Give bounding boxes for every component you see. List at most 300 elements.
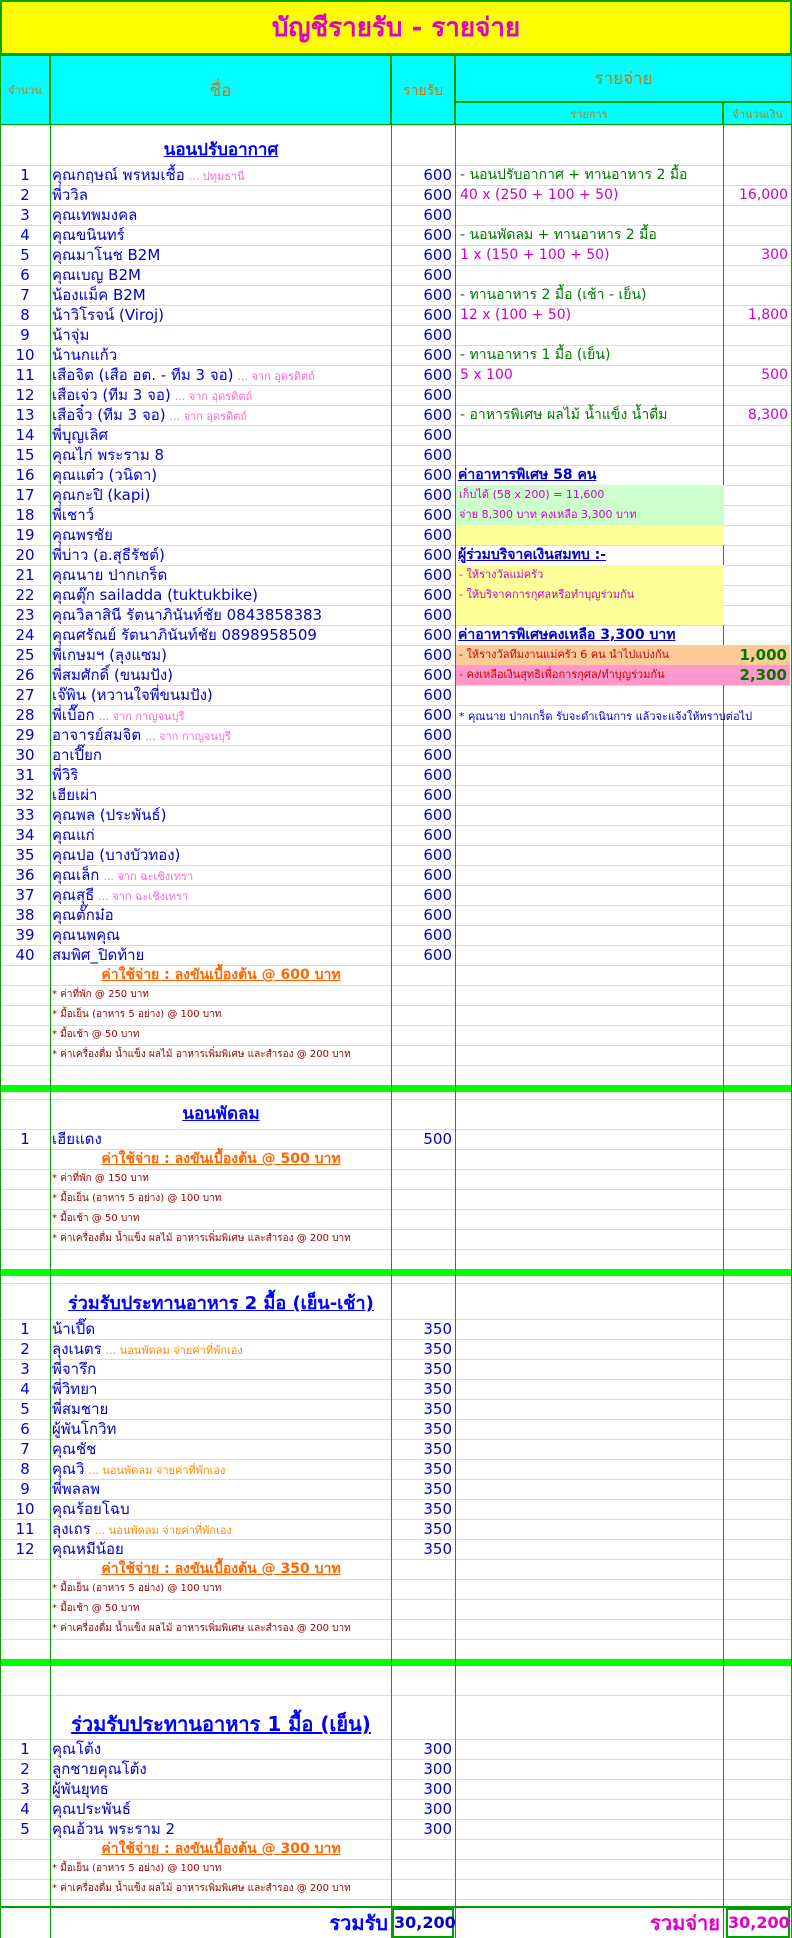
remark-note: * คุณนาย ปากเกร็ด รับจะดำเนินการ แล้วจะแจ้งให้ทราบต่อไป — [459, 710, 753, 723]
row-number: 6 — [20, 266, 30, 284]
row-number: 37 — [15, 886, 35, 904]
row-note: ... จาก อุดรดิตถ์ — [169, 410, 248, 423]
row-number: 11 — [15, 366, 35, 384]
row-number: 4 — [20, 226, 30, 244]
row-name-text: คุณเล็ก — [52, 866, 100, 884]
row-name — [52, 485, 150, 505]
row-name — [52, 1779, 109, 1799]
row-divider — [0, 1639, 792, 1640]
column-rule — [723, 125, 724, 1938]
row-number: 21 — [15, 566, 35, 584]
row-name — [52, 1479, 100, 1499]
row-note: ... จาก กาญจนบุรี — [98, 710, 185, 723]
expense-amount: 300 — [761, 247, 788, 263]
header-income: รายรับ — [391, 55, 455, 125]
row-income: 600 — [423, 226, 452, 244]
sec2-title: นอนพัดลม — [182, 1104, 260, 1124]
row-name-text: คุณพล (ประพันธ์) — [52, 806, 167, 824]
row-name-text: คุณปอ (บางบัวทอง) — [52, 846, 181, 864]
row-name — [52, 1129, 102, 1149]
row-income: 600 — [423, 366, 452, 384]
row-number: 10 — [15, 1500, 35, 1518]
cost-detail-line: * ค่าที่พัก @ 150 บาท — [52, 1173, 149, 1184]
row-income: 350 — [423, 1520, 452, 1538]
row-name — [52, 785, 97, 805]
remain-line2: - คงเหลือเงินสุทธิเพื่อการกุศล/ทำบุญร่วมกัน — [456, 665, 724, 685]
row-income: 500 — [423, 1130, 452, 1148]
row-number: 5 — [20, 246, 30, 264]
row-name-text: ลุงเนตร — [52, 1340, 102, 1358]
expense-amount: 16,000 — [739, 187, 788, 203]
sec1-title: นอนปรับอากาศ — [163, 140, 279, 160]
row-name — [52, 1379, 97, 1399]
row-name-text: ลูกชายคุณโต้ง — [52, 1760, 147, 1778]
sponsor-title: ผู้ร่วมบริจาคเงินสมทบ :- — [458, 547, 607, 563]
row-income: 300 — [423, 1780, 452, 1798]
row-name — [52, 725, 231, 747]
sponsor-line2: - ให้บริจาคการกุศลหรือทำบุญร่วมกัน — [456, 585, 724, 605]
row-income: 600 — [423, 726, 452, 744]
row-income: 600 — [423, 626, 452, 644]
row-income: 600 — [423, 806, 452, 824]
cost-detail-line: * ค่าเครื่องดื่ม น้ำแข็ง ผลไม้ อาหารเพิ่มพิเศษ และสำรอง @ 200 บาท — [52, 1623, 351, 1634]
row-income: 600 — [423, 546, 452, 564]
row-name — [52, 645, 167, 665]
sponsor-spacer — [456, 605, 724, 625]
total-expense-value: 30,200 — [726, 1908, 790, 1938]
row-number: 19 — [15, 526, 35, 544]
row-name — [52, 1499, 130, 1519]
row-income: 350 — [423, 1320, 452, 1338]
row-name-text: เสือเจ่ว (ทีม 3 จอ) — [52, 386, 171, 404]
row-name-text: คุณขนินทร์ — [52, 226, 125, 244]
row-income: 600 — [423, 406, 452, 424]
row-name — [52, 385, 252, 407]
row-income: 600 — [423, 846, 452, 864]
row-name — [52, 1439, 96, 1459]
row-number: 1 — [20, 1130, 30, 1148]
cost-detail-line: * มื้อเช้า @ 50 บาท — [52, 1603, 140, 1614]
row-name-text: น้าจุ่ม — [52, 326, 90, 344]
row-name — [52, 1419, 116, 1439]
page-title: บัญชีรายรับ - รายจ่าย — [0, 0, 792, 55]
row-income: 300 — [423, 1820, 452, 1838]
sponsor-line1: - ให้รางวัลแม่ครัว — [456, 565, 724, 585]
row-name-text: พี่จารึก — [52, 1360, 97, 1378]
row-name — [52, 1459, 225, 1481]
row-number: 12 — [15, 386, 35, 404]
row-name — [52, 225, 125, 245]
special-line1: เก็บได้ (58 x 200) = 11,600 — [456, 485, 724, 505]
row-number: 40 — [15, 946, 35, 964]
cost-detail-line: * ค่าเครื่องดื่ม น้ำแข็ง ผลไม้ อาหารเพิ่มพิเศษ และสำรอง @ 200 บาท — [52, 1049, 351, 1060]
special-line2: จ่าย 8,300 บาท คงเหลือ 3,300 บาท — [456, 505, 724, 525]
row-number: 35 — [15, 846, 35, 864]
expense-item: - นอนปรับอากาศ + ทานอาหาร 2 มื้อ — [460, 167, 688, 183]
row-name-text: อาเปี๊ยก — [52, 746, 102, 764]
row-income: 350 — [423, 1460, 452, 1478]
row-name — [52, 1339, 243, 1361]
row-name-text: อาจารย์สมจิต — [52, 726, 142, 744]
row-name-text: คุณเทพมงคล — [52, 206, 138, 224]
expense-item: 40 x (250 + 100 + 50) — [460, 187, 619, 203]
row-income: 300 — [423, 1760, 452, 1778]
row-name — [52, 465, 157, 485]
row-income: 600 — [423, 766, 452, 784]
row-income: 600 — [423, 646, 452, 664]
total-income-label: รวมรับ — [329, 1911, 388, 1935]
row-name-text: คุณตุ๊ก sailadda (tuktukbike) — [52, 586, 259, 604]
row-note: ... ปทุมธานี — [188, 170, 245, 183]
row-name — [52, 1539, 124, 1559]
row-name — [52, 825, 95, 845]
row-name-text: พี่บุญเลิศ — [52, 426, 109, 444]
row-note: ... นอนพัดลม จ่ายค่าที่พักเอง — [105, 1344, 243, 1357]
row-divider — [0, 1099, 792, 1100]
row-name-text: เฮียเผ่า — [52, 786, 98, 804]
row-name-text: คุณโต้ง — [52, 1740, 102, 1758]
row-income: 600 — [423, 326, 452, 344]
expense-item: 12 x (100 + 50) — [460, 307, 572, 323]
row-name — [52, 745, 102, 765]
row-income: 600 — [423, 866, 452, 884]
row-income: 600 — [423, 486, 452, 504]
row-name-text: คุณสุธี — [52, 886, 95, 904]
row-income: 350 — [423, 1480, 452, 1498]
row-name-text: พี่เบื๊อก — [52, 706, 95, 724]
row-number: 11 — [15, 1520, 35, 1538]
row-name — [52, 445, 164, 465]
section-divider — [0, 1659, 792, 1666]
expense-item: - นอนพัดลม + ทานอาหาร 2 มื้อ — [460, 227, 657, 243]
row-number: 20 — [15, 546, 35, 564]
column-rule — [0, 125, 1, 1938]
row-name-text: คุณนพคุณ — [52, 926, 121, 944]
row-divider — [0, 1283, 792, 1284]
expense-amount: 8,300 — [747, 407, 788, 423]
expense-item: - ทานอาหาร 1 มื้อ (เย็น) — [460, 347, 611, 363]
total-income-value: 30,200 — [392, 1908, 454, 1938]
sec4-title: ร่วมรับประทานอาหาร 1 มื้อ (เย็น) — [71, 1712, 371, 1736]
row-divider — [0, 1065, 792, 1066]
row-number: 16 — [15, 466, 35, 484]
row-number: 27 — [15, 686, 35, 704]
row-name-text: คุณวิลาสินี รัตนาภินันท์ชัย 0843858383 — [52, 606, 323, 624]
row-name — [52, 945, 144, 965]
row-name — [52, 625, 317, 645]
row-name-text: เจ๊พิน (หวานใจพี่ขนมปัง) — [52, 686, 213, 704]
row-name — [52, 245, 160, 265]
row-name-text: ผู้พันยุทธ — [52, 1780, 109, 1798]
row-income: 600 — [423, 606, 452, 624]
row-income: 350 — [423, 1360, 452, 1378]
row-name — [52, 1799, 131, 1819]
expense-item: 1 x (150 + 100 + 50) — [460, 247, 610, 263]
row-name-text: คุณกะปิ (kapi) — [52, 486, 151, 504]
row-name-text: คุณกฤษณ์ พรหมเชื้อ — [52, 166, 185, 184]
row-number: 7 — [20, 1440, 30, 1458]
row-number: 33 — [15, 806, 35, 824]
sec3-title: ร่วมรับประทานอาหาร 2 มื้อ (เย็น-เช้า) — [68, 1293, 374, 1314]
row-number: 9 — [20, 326, 30, 344]
row-name-text: คุณแต๋ว (วนิดา) — [52, 466, 158, 484]
row-income: 350 — [423, 1380, 452, 1398]
row-income: 600 — [423, 786, 452, 804]
header-name: ชื่อ — [50, 55, 391, 125]
row-number: 39 — [15, 926, 35, 944]
cost-detail-line: * มื้อเช้า @ 50 บาท — [52, 1213, 140, 1224]
row-income: 350 — [423, 1400, 452, 1418]
row-income: 350 — [423, 1500, 452, 1518]
expense-amount: 1,800 — [747, 307, 788, 323]
row-name-text: น้องแม็ค B2M — [52, 286, 146, 304]
row-number: 3 — [20, 1780, 30, 1798]
row-income: 600 — [423, 506, 452, 524]
sec4-cost: ค่าใช้จ่าย : ลงขันเบื้องต้น @ 300 บาท — [101, 1841, 341, 1857]
row-note: ... นอนพัดลม จ่ายค่าที่พักเอง — [94, 1524, 232, 1537]
row-name-text: คุณเบญ B2M — [52, 266, 141, 284]
row-name — [52, 765, 78, 785]
row-income: 600 — [423, 946, 452, 964]
row-income: 600 — [423, 266, 452, 284]
row-name-text: คุณพรชัย — [52, 526, 113, 544]
row-divider — [0, 1249, 792, 1250]
row-number: 26 — [15, 666, 35, 684]
row-number: 1 — [20, 1740, 30, 1758]
row-number: 1 — [20, 166, 30, 184]
row-income: 600 — [423, 526, 452, 544]
row-name — [52, 425, 108, 445]
row-divider — [0, 125, 792, 126]
row-name — [52, 505, 94, 525]
row-name — [52, 1739, 101, 1759]
row-name-text: พี่วิทยา — [52, 1380, 98, 1398]
row-divider — [0, 1695, 792, 1696]
cost-detail-line: * มื้อเย็น (อาหาร 5 อย่าง) @ 100 บาท — [52, 1583, 222, 1594]
row-number: 34 — [15, 826, 35, 844]
row-number: 31 — [15, 766, 35, 784]
row-name-text: พี่เกษมฯ (ลุงแซม) — [52, 646, 168, 664]
row-number: 2 — [20, 1760, 30, 1778]
row-name-text: คุณร้อยโฉบ — [52, 1500, 130, 1518]
row-number: 4 — [20, 1380, 30, 1398]
row-number: 14 — [15, 426, 35, 444]
row-name-text: พี่ววิล — [52, 186, 88, 204]
column-rule — [391, 125, 392, 1938]
row-name-text: พี่บ่าว (อ.สุธีรัชต์) — [52, 546, 165, 564]
row-income: 600 — [423, 166, 452, 184]
special-title: ค่าอาหารพิเศษ 58 คน — [458, 467, 597, 483]
sec2-cost: ค่าใช้จ่าย : ลงขันเบื้องต้น @ 500 บาท — [101, 1151, 341, 1167]
row-note: ... จาก อุดรดิตถ์ — [237, 370, 315, 383]
cost-detail-line: * ค่าเครื่องดื่ม น้ำแข็ง ผลไม้ อาหารเพิ่มพิเศษ และสำรอง @ 200 บาท — [52, 1883, 351, 1894]
row-name-text: พี่สมศักดิ์ (ขนมปัง) — [52, 666, 173, 684]
row-name-text: เสือจิต (เสือ อต. - ทีม 3 จอ) — [52, 366, 234, 384]
row-number: 36 — [15, 866, 35, 884]
remain-line1: - ให้รางวัลทีมงานแม่ครัว 6 คน นำไปแบ่งกัน — [456, 645, 724, 665]
row-name — [52, 925, 120, 945]
row-income: 600 — [423, 886, 452, 904]
row-name-text: พี่พลลพ — [52, 1480, 101, 1498]
row-name-text: ผู้พันโกวิท — [52, 1420, 117, 1438]
header-amount: จำนวนเงิน — [723, 102, 792, 125]
row-name — [52, 525, 113, 545]
row-name — [52, 205, 137, 225]
expense-amount: 500 — [761, 367, 788, 383]
row-name — [52, 605, 322, 625]
row-income: 350 — [423, 1340, 452, 1358]
row-income: 600 — [423, 386, 452, 404]
row-name-text: สมพิศ_ปิดท้าย — [52, 946, 145, 964]
row-name-text: คุณวิ — [52, 1460, 85, 1478]
row-name — [52, 365, 315, 387]
row-name-text: น้าวิโรจน์ (Viroj) — [52, 306, 165, 324]
row-name-text: คุณนาย ปากเกร็ด — [52, 566, 168, 584]
row-name — [52, 865, 193, 887]
row-number: 3 — [20, 1360, 30, 1378]
row-name-text: เสือจิ๋ว (ทีม 3 จอ) — [52, 406, 166, 424]
row-income: 600 — [423, 466, 452, 484]
row-income: 600 — [423, 746, 452, 764]
row-note: ... จาก อุดรดิตถ์ — [174, 390, 253, 403]
column-rule — [50, 125, 51, 1938]
row-name — [52, 805, 166, 825]
row-name — [52, 165, 245, 187]
row-number: 38 — [15, 906, 35, 924]
row-number: 24 — [15, 626, 35, 644]
row-income: 600 — [423, 706, 452, 724]
row-name-text: พี่เชาว์ — [52, 506, 95, 524]
row-name — [52, 1359, 96, 1379]
row-name-text: น้านกแก้ว — [52, 346, 118, 364]
total-expense-label: รวมจ่าย — [650, 1911, 720, 1935]
row-name — [52, 1519, 232, 1541]
row-name-text: พี่สมชาย — [52, 1400, 109, 1418]
row-number: 1 — [20, 1320, 30, 1338]
row-income: 600 — [423, 906, 452, 924]
row-number: 15 — [15, 446, 35, 464]
row-income: 600 — [423, 186, 452, 204]
row-name-text: คุณชัช — [52, 1440, 97, 1458]
special-spacer — [456, 525, 724, 545]
row-name — [52, 705, 184, 727]
row-number: 32 — [15, 786, 35, 804]
row-name-text: ลุงเถร — [52, 1520, 91, 1538]
row-number: 5 — [20, 1400, 30, 1418]
row-name — [52, 405, 247, 427]
row-income: 600 — [423, 346, 452, 364]
row-income: 350 — [423, 1440, 452, 1458]
row-number: 10 — [15, 346, 35, 364]
expense-item: 5 x 100 — [460, 367, 513, 383]
row-name-text: คุณตั๊กม๋อ — [52, 906, 114, 924]
row-income: 350 — [423, 1540, 452, 1558]
row-note: ... นอนพัดลม จ่ายค่าที่พักเอง — [88, 1464, 226, 1477]
row-number: 2 — [20, 1340, 30, 1358]
row-income: 600 — [423, 926, 452, 944]
row-income: 600 — [423, 306, 452, 324]
row-income: 600 — [423, 286, 452, 304]
row-number: 3 — [20, 206, 30, 224]
row-income: 600 — [423, 566, 452, 584]
row-income: 300 — [423, 1740, 452, 1758]
row-number: 28 — [15, 706, 35, 724]
row-number: 18 — [15, 506, 35, 524]
row-income: 600 — [423, 446, 452, 464]
row-income: 600 — [423, 206, 452, 224]
row-number: 4 — [20, 1800, 30, 1818]
remain-value2: 2,300 — [724, 665, 790, 685]
row-name — [52, 325, 89, 345]
remain-title: ค่าอาหารพิเศษคงเหลือ 3,300 บาท — [458, 627, 676, 643]
row-number: 23 — [15, 606, 35, 624]
row-number: 25 — [15, 646, 35, 664]
row-name — [52, 565, 167, 585]
row-name — [52, 845, 180, 865]
cost-detail-line: * ค่าที่พัก @ 250 บาท — [52, 989, 149, 1000]
cost-detail-line: * มื้อเช้า @ 50 บาท — [52, 1029, 140, 1040]
header-expense: รายจ่าย — [455, 55, 792, 102]
row-name — [52, 1319, 95, 1339]
row-name — [52, 1759, 147, 1779]
cost-detail-line: * มื้อเย็น (อาหาร 5 อย่าง) @ 100 บาท — [52, 1009, 222, 1020]
cost-detail-line: * มื้อเย็น (อาหาร 5 อย่าง) @ 100 บาท — [52, 1193, 222, 1204]
row-name-text: น้าเปี๊ด — [52, 1320, 96, 1338]
sec3-cost: ค่าใช้จ่าย : ลงขันเบื้องต้น @ 350 บาท — [101, 1561, 341, 1577]
row-name — [52, 185, 88, 205]
row-number: 29 — [15, 726, 35, 744]
row-number: 2 — [20, 186, 30, 204]
row-number: 8 — [20, 306, 30, 324]
row-name — [52, 885, 188, 907]
cost-detail-line: * ค่าเครื่องดื่ม น้ำแข็ง ผลไม้ อาหารเพิ่มพิเศษ และสำรอง @ 200 บาท — [52, 1233, 351, 1244]
row-name — [52, 305, 164, 325]
row-name-text: คุณอ้วน พระราม 2 — [52, 1820, 176, 1838]
row-number: 5 — [20, 1820, 30, 1838]
header-count: จำนวน — [0, 55, 50, 125]
row-name — [52, 685, 213, 705]
row-name-text: คุณประพันธ์ — [52, 1800, 131, 1818]
row-name-text: คุณไก่ พระราม 8 — [52, 446, 165, 464]
row-income: 600 — [423, 686, 452, 704]
row-number: 8 — [20, 1460, 30, 1478]
row-number: 17 — [15, 486, 35, 504]
expense-item: - ทานอาหาร 2 มื้อ (เช้า - เย็น) — [460, 287, 647, 303]
row-note: ... จาก ฉะเชิงเทรา — [98, 890, 189, 903]
row-name-text: คุณมาโนช B2M — [52, 246, 161, 264]
expense-item: - อาหารพิเศษ ผลไม้ น้ำแข็ง น้ำดื่ม — [460, 407, 668, 423]
row-number: 30 — [15, 746, 35, 764]
row-divider — [0, 1899, 792, 1900]
row-name-text: พี่วิริ — [52, 766, 79, 784]
row-number: 12 — [15, 1540, 35, 1558]
row-name — [52, 905, 114, 925]
row-number: 7 — [20, 286, 30, 304]
sec1-cost: ค่าใช้จ่าย : ลงขันเบื้องต้น @ 600 บาท — [101, 967, 341, 983]
row-income: 600 — [423, 426, 452, 444]
row-income: 600 — [423, 586, 452, 604]
row-income: 600 — [423, 246, 452, 264]
row-name — [52, 665, 173, 685]
row-name — [52, 1399, 108, 1419]
section-divider — [0, 1269, 792, 1276]
row-number: 22 — [15, 586, 35, 604]
row-name-text: เฮียแดง — [52, 1130, 102, 1148]
row-income: 300 — [423, 1800, 452, 1818]
row-income: 600 — [423, 666, 452, 684]
column-rule — [455, 125, 456, 1938]
row-income: 600 — [423, 826, 452, 844]
